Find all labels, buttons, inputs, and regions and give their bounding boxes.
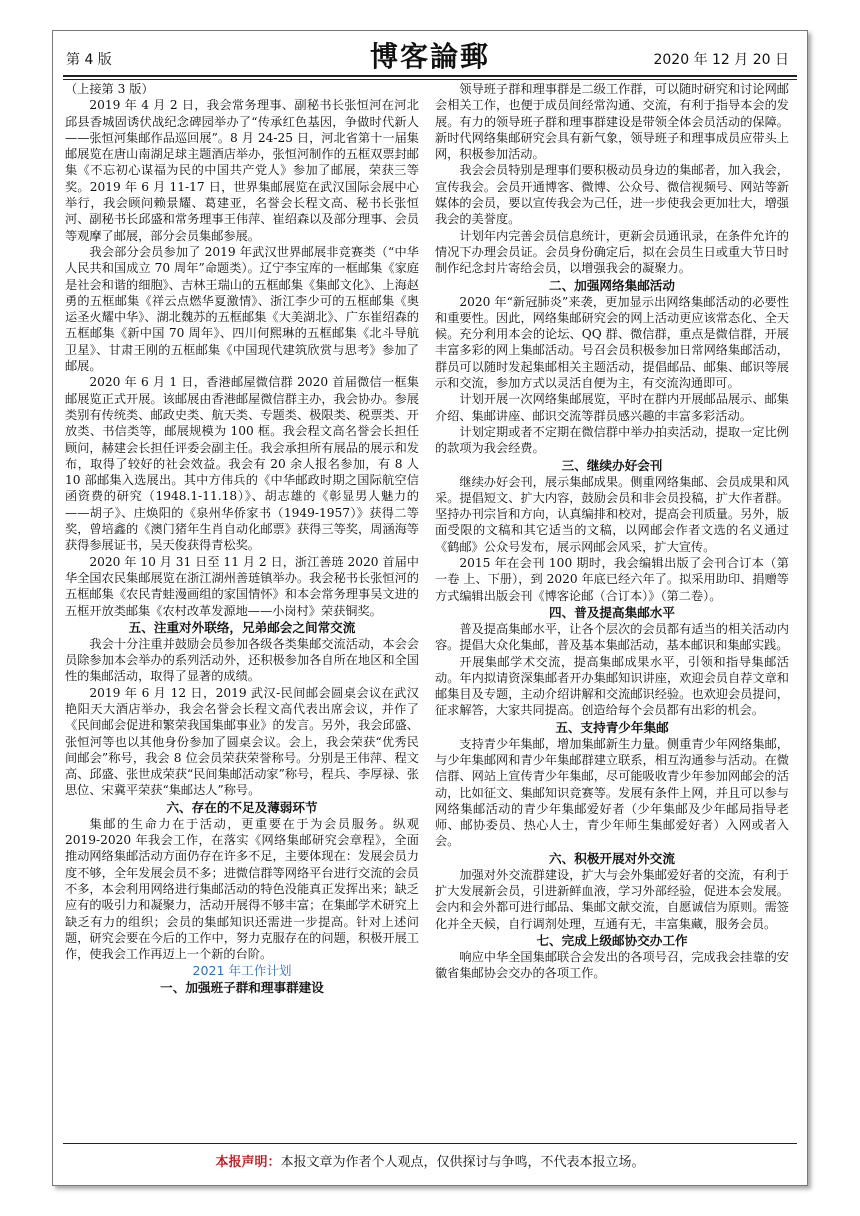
page-number: 第 4 版: [66, 52, 112, 68]
paragraph: 2019 年 6 月 12 日，2019 武汉-民间邮会圆桌会议在武汉艳阳天大酒店举办，我会名誉会长程文高代表出席会议，并作了《民间邮会促进和繁荣我国集邮事业》的发言。另外，我会邱盛、张恒河等也以其他身份参加了圆桌会议。会上，我会荣获“优秀民间邮会”称号，我会 8 位会员荣获荣誉称号。分别是王伟萍、程文高、邱盛、张世成荣获“民间集邮活动家”称号，程兵、李厚禄、张思位、宋冀平荣获“集邮达人”称号。: [65, 685, 419, 798]
disclaimer-label: 本报声明：: [215, 1155, 281, 1170]
disclaimer: [53, 1151, 807, 1170]
issue-date: 2020 年 12 月 20 日: [653, 52, 789, 68]
section-heading: 三、继续办好会刊: [561, 457, 663, 473]
paragraph: 计划年内完善会员信息统计，更新会员通讯录，在条件允许的情况下办理会员证。会员身份确定后，拟在会员生日或重大节日时制作纪念封片寄给会员，以增强我会的凝聚力。: [435, 228, 789, 276]
left-column: [65, 81, 419, 1141]
section-heading: 五、注重对外联络，兄弟邮会之间常交流: [128, 619, 356, 635]
right-column: [435, 81, 789, 1141]
paragraph: 集邮的生命力在于活动，更重要在于为会员服务。纵观 2019-2020 年我会工作，在落实《网络集邮研究会章程》，全面推动网络集邮活动方面仍存在许多不足，主要体现在：发展会员力度不够，全年发展会员不多；进微信群等网络平台进行交流的会员不多，本会利用网络进行集邮活动的特色没能真正发挥出来；缺乏应有的吸引力和凝聚力，活动开展得不够丰富；在集邮学术研究上缺乏有力的组织；会员的集邮知识还需进一步提高。针对上述问题，研究会要在今后的工作中，努力克服存在的问题，积极开展工作，使我会工作再迈上一个新的台阶。: [65, 816, 419, 962]
paragraph: 我会十分注重并鼓励会员参加各级各类集邮交流活动，本会会员除参加本会举办的系列活动外，还积极参加各自所在地区和全国性的集邮活动，取得了显著的成绩。: [65, 636, 419, 684]
paragraph: 计划开展一次网络集邮展览，平时在群内开展邮品展示、邮集介绍、集邮讲座、邮识交流等群员感兴趣的丰富多彩活动。: [435, 392, 789, 423]
paragraph: 支持青少年集邮，增加集邮新生力量。侧重青少年网络集邮，与少年集邮网和青少年集邮群建立联系，相互沟通参与活动。在微信群、网站上宣传青少年集邮，尽可能吸收青少年参加网邮会的活动，比如征文、集邮知识竞赛等。发展有条件上网，并且可以参与网络集邮活动的青少年集邮爱好者（少年集邮及少年邮局指导老师、邮协委员、热心人士，青少年师生集邮爱好者）入网或者入会。: [435, 736, 789, 849]
header-rule-thin: [63, 79, 797, 80]
section-heading: 二、加强网络集邮活动: [549, 277, 675, 293]
article-columns: [65, 81, 793, 1141]
paragraph: 2015 年在会刊 100 期时，我会编辑出版了会刊合订本（第一卷 上、下册），到 2020 年底已经六年了。拟采用助印、捐赠等方式编辑出版会刊《博客论邮（合订本）》（第二卷）。: [435, 556, 789, 603]
paragraph: 我会会员特别是理事们要积极动员身边的集邮者，加入我会，宣传我会。会员开通博客、微博、公众号、微信视频号、网站等新媒体的会员，要以宣传我会为己任，进一步使我会更加壮大，增强我会的美誉度。: [435, 163, 789, 227]
paragraph: 加强对外交流群建设，扩大与会外集邮爱好者的交流，有利于扩大发展新会员，引进新鲜血液，学习外部经验，促进本会发展。会内和会外都可进行邮品、集邮文献交流，自愿诚信为原则。需签化并全天候，自行调剂处理，互通有无，丰富集藏，服务会员。: [435, 867, 789, 931]
page-header: [53, 31, 807, 73]
section-heading: 七、完成上级邮协交办工作: [536, 932, 688, 948]
section-heading: 六、积极开展对外交流: [549, 850, 675, 866]
section-heading: 一、加强班子群和理事群建设: [160, 980, 324, 996]
section-heading: 四、普及提高集邮水平: [549, 604, 675, 620]
footer-rule: [63, 1143, 797, 1144]
paragraph: 响应中华全国集邮联合会发出的各项号召，完成我会挂靠的安徽省集邮协会交办的各项工作。: [435, 949, 789, 981]
paragraph: 2020 年 6 月 1 日，香港邮屋微信群 2020 首届微信一框集邮展览正式开展。该邮展由香港邮屋微信群主办，我会协办。参展类别有传统类、邮政史类、航天类、专题类、极限类、税票类、开放类、书信类等，邮展规模为 100 框。我会程文高名誉会长担任顾问，赫建会长担任评委会副主任。我会承担所有展品的展示和发布，取得了较好的社会效益。我会有 20 余人报名参加，有 8 人 10 部邮集入选展出。其中方伟兵的《中华邮政时期之国际航空信函资费的研究（1948.1-11.18）》、胡志雄的《彰显男人魅力的——胡子》、庄焕阳的《泉州华侨家书（1949-1957）》获得二等奖，曾培鑫的《澳门猪年生肖自动化邮票》获得三等奖，周涵海等获得参展证书，吴天俊获得青松奖。: [65, 375, 419, 553]
paragraph: 我会部分会员参加了 2019 年武汉世界邮展非竞赛类（“中华人民共和国成立 70 周年”命题类）。辽宁李宝库的一框邮集《家庭是社会和谐的细胞》、吉林王瑞山的五框邮集《集邮文化》、上海赵勇的五框邮集《祥云点燃华夏激情》、浙江李少可的五框邮集《奥运圣火耀中华》、湖北魏苏的五框邮集《大美湖北》、广东崔绍森的五框邮集《新中国 70 周年》、四川何熙琳的五框邮集《北斗导航卫星》、甘肃王刚的五框邮集《中国现代建筑欣赏与思考》参加了邮展。: [65, 244, 419, 374]
plan-title: 2021 年工作计划: [192, 963, 292, 979]
section-heading: 六、存在的不足及薄弱环节: [166, 799, 318, 815]
header-rule-thick: [63, 75, 797, 77]
continued-note: （上接第 3 版）: [65, 82, 154, 96]
paragraph: 2019 年 4 月 2 日，我会常务理事、副秘书长张恒河在河北邱县香城固诱伏战纪念碑园举办了“传承红色基因，争做时代新人——张恒河集邮作品巡回展”。8 月 24-25 日，河北省第十一届集邮展览在唐山南湖足球主题酒店举办，张恒河制作的五框双票封邮集《不忘初心谋福为民的中国共产党人》参加了邮展，荣获三等奖。2019 年 6 月 11-17 日，世界集邮展览在武汉国际会展中心举行，我会顾问赖景耀、葛建亚，名誉会长程文高、秘书长张恒河、副秘书长邱盛和常务理事王伟萍、崔绍森以及部分理事、会员等观摩了邮展，部分会员集邮参展。: [65, 98, 419, 243]
paragraph: 2020 年“新冠肺炎”来袭，更加显示出网络集邮活动的必要性和重要性。因此，网络集邮研究会的网上活动更应该常态化、全天候。充分利用本会的论坛、QQ 群、微信群，重点是微信群，开展丰富多彩的网上集邮活动。号召会员积极参加日常网络集邮活动，群员可以随时发起集邮相关主题活动，提倡邮品、邮集、邮识等展示和交流，参加方式以灵活自便为主，有交流沟通即可。: [435, 294, 789, 391]
paragraph: 继续办好会刊，展示集邮成果。侧重网络集邮、会员成果和风采。提倡短文、扩大内容，鼓励会员和非会员投稿，扩大作者群。坚持办刊宗旨和方向，认真编排和校对，提高会刊质量。另外，版面受限的文稿和其它适当的文稿，以网邮会作者文选的名义通过《鹤邮》公众号发布，展示网邮会风采，扩大宣传。: [435, 474, 789, 554]
section-heading: 五、支持青少年集邮: [555, 719, 669, 735]
paragraph: 2020 年 10 月 31 日至 11 月 2 日，浙江善琏 2020 首届中华全国农民集邮展览在浙江湖州善琏镇举办。我会秘书长张恒河的五框邮集《农民青蛙漫画组的家国情怀》和本会常务理事吴文进的五框开放类邮集《农村改革发源地——小岗村》荣获铜奖。: [65, 554, 419, 618]
disclaimer-text: 本报文章为作者个人观点，仅供探讨与争鸣，不代表本报立场。: [280, 1155, 645, 1170]
paragraph: 领导班子群和理事群是二级工作群，可以随时研究和讨论网邮会相关工作，也便于成员间经常沟通、交流，有利于指导本会的发展。有力的领导班子群和理事群建设是带领全体会员活动的保障。新时代网络集邮研究会具有新气象，领导班子和理事成员应带头上网，积极参加活动。: [435, 82, 789, 162]
paragraph: 普及提高集邮水平，让各个层次的会员都有适当的相关活动内容。提倡大众化集邮，普及基本集邮活动，基本邮识和集邮实践。: [435, 621, 789, 653]
masthead: 博客論郵: [369, 40, 490, 73]
paragraph: 计划定期或者不定期在微信群中举办拍卖活动，提取一定比例的款项为我会经费。: [435, 424, 789, 456]
paragraph: 开展集邮学术交流，提高集邮成果水平，引领和指导集邮活动。年内拟请资深集邮者开办集邮知识讲座，欢迎会员自荐文章和邮集目及专题，主动介绍讲解和交流邮识经验。也欢迎会员提问，征求解答，大家共同提高。创造给每个会员都有出彩的机会。: [435, 654, 789, 718]
newspaper-page: [52, 30, 808, 1186]
